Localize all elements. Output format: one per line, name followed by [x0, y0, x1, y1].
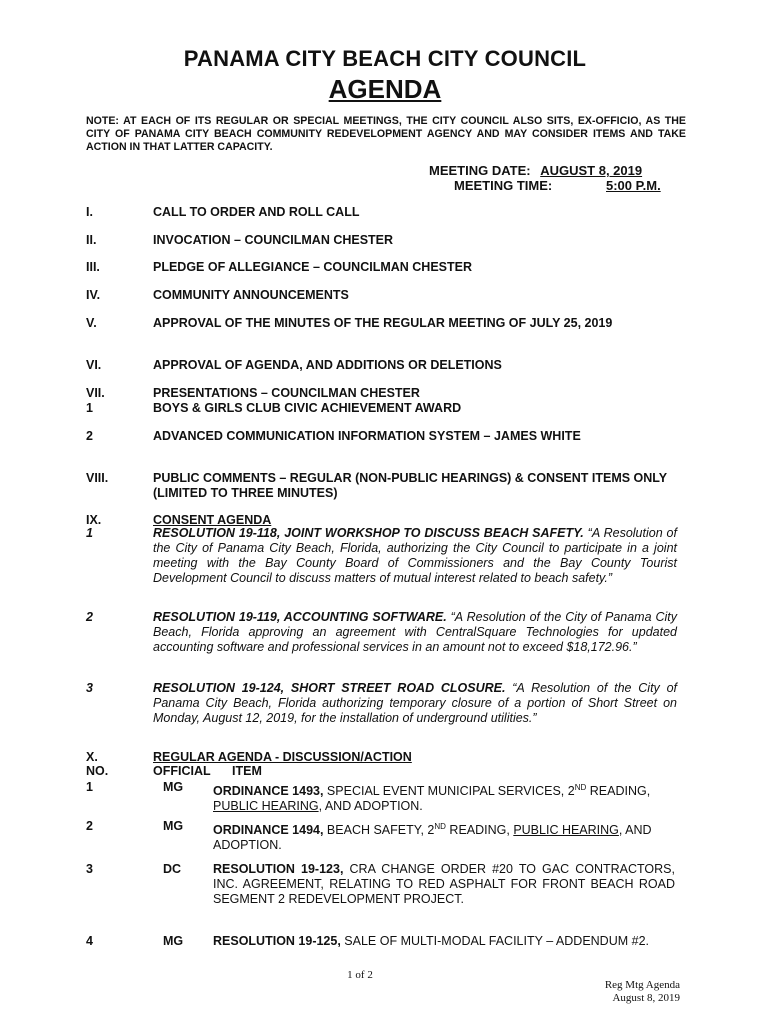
meeting-time	[454, 178, 552, 193]
ordinance-title: ORDINANCE 1493,	[213, 784, 324, 799]
ordinance-title: ORDINANCE 1494,	[213, 823, 324, 838]
presentation-item: ADVANCED COMMUNICATION INFORMATION SYSTEM – JAMES WHITE	[153, 429, 581, 443]
item-description: SALE OF MULTI-MODAL FACILITY – ADDENDUM #2.	[340, 934, 650, 948]
official-initials: MG	[163, 819, 184, 833]
agenda-item: COMMUNITY ANNOUNCEMENTS	[153, 288, 349, 302]
presentations-heading: PRESENTATIONS – COUNCILMAN CHESTER	[153, 386, 420, 400]
sub-item-number: 2	[86, 429, 93, 443]
item-number: VI.	[86, 358, 102, 372]
official-initials: MG	[163, 780, 184, 794]
agenda-item: APPROVAL OF THE MINUTES OF THE REGULAR MEETING OF JULY 25, 2019	[153, 316, 613, 330]
agenda-item: PLEDGE OF ALLEGIANCE – COUNCILMAN CHESTER	[153, 260, 472, 274]
item-number: VIII.	[86, 471, 109, 485]
column-header-official: OFFICIAL	[153, 764, 211, 778]
agenda-item: APPROVAL OF AGENDA, AND ADDITIONS OR DELETIONS	[153, 358, 502, 372]
sub-item-number: 1	[86, 780, 93, 794]
item-number: X.	[86, 750, 98, 764]
resolution-description: “A Resolution of the City of Panama City Beach, Florida authorizing temporary closure of a portion of Short Street on Monday, August 12, 2019, for the installation of underground utilities.”	[153, 681, 677, 725]
column-header-item: ITEM	[232, 764, 262, 778]
regular-item	[213, 780, 675, 814]
resolution-title: RESOLUTION 19-123,	[213, 862, 344, 876]
sub-item-number: 2	[86, 819, 93, 833]
sub-item-number: 1	[86, 401, 93, 415]
regular-item	[213, 819, 675, 853]
item-description: , AND ADOPTION.	[213, 823, 652, 853]
agenda-item: CALL TO ORDER AND ROLL CALL	[153, 205, 360, 219]
consent-item	[153, 610, 677, 655]
resolution-description: “A Resolution of the City of Panama City Beach, Florida, authorizing the City Council to participate in a joint meeting with the Bay County Board of Commissioners and the Bay County Tourist Development Council to discuss matters of mutual interest related to beach safety.”	[153, 526, 677, 585]
resolution-title: RESOLUTION 19-124, SHORT STREET ROAD CLOSURE.	[153, 681, 506, 695]
resolution-title: RESOLUTION 19-118, JOINT WORKSHOP TO DISCUSS BEACH SAFETY.	[153, 526, 584, 540]
item-description: , AND ADOPTION.	[318, 799, 423, 814]
item-description: BEACH SAFETY, 2	[323, 823, 435, 838]
item-number: V.	[86, 316, 97, 330]
resolution-title: RESOLUTION 19-119, ACCOUNTING SOFTWARE.	[153, 610, 447, 624]
meeting-time-label: MEETING TIME:	[454, 178, 553, 193]
meeting-date-label: MEETING DATE:	[429, 163, 531, 178]
column-header-no: NO.	[86, 764, 109, 778]
presentation-item: BOYS & GIRLS CLUB CIVIC ACHIEVEMENT AWARD	[153, 401, 462, 415]
public-hearing-text: PUBLIC HEARING	[513, 823, 619, 838]
item-number: III.	[86, 260, 100, 274]
item-number: I.	[86, 205, 93, 219]
agenda-title: AGENDA	[328, 74, 442, 104]
council-title: PANAMA CITY BEACH CITY COUNCIL	[183, 46, 587, 71]
consent-item	[153, 526, 677, 586]
footer-doc-name: Reg Mtg Agenda	[604, 979, 680, 991]
cra-note: NOTE: AT EACH OF ITS REGULAR OR SPECIAL MEETINGS, THE CITY COUNCIL ALSO SITS, EX-OFFICIO, AS THE CITY OF PANAMA CITY BEACH COMMUNITY REDEVELOPMENT AGENCY AND MAY CONSIDER ITEMS AND TAKE ACTION IN THAT LATTER CAPACITY.	[86, 115, 686, 153]
meeting-date-value: AUGUST 8, 2019	[540, 163, 643, 178]
regular-item	[213, 934, 675, 949]
official-initials: DC	[163, 862, 182, 876]
resolution-title: RESOLUTION 19-125,	[213, 934, 341, 948]
sub-item-number: 4	[86, 934, 93, 948]
regular-agenda-heading: REGULAR AGENDA - DISCUSSION/ACTION	[153, 750, 412, 764]
footer-doc-date: August 8, 2019	[612, 992, 680, 1004]
public-hearing-text: PUBLIC HEARING	[213, 799, 319, 814]
sub-item-number: 1	[86, 526, 93, 540]
item-number: VII.	[86, 386, 105, 400]
sub-item-number: 3	[86, 681, 93, 695]
item-number: IX.	[86, 513, 102, 527]
item-description: SPECIAL EVENT MUNICIPAL SERVICES, 2	[323, 784, 575, 799]
agenda-item: INVOCATION – COUNCILMAN CHESTER	[153, 233, 394, 247]
item-number: II.	[86, 233, 97, 247]
item-description: READING,	[445, 823, 514, 838]
page-number: 1 of 2	[347, 969, 373, 981]
consent-agenda-heading: CONSENT AGENDA	[153, 513, 272, 527]
ordinal-suffix: ND	[434, 822, 446, 831]
item-description: READING,	[586, 784, 651, 799]
public-comments-item: PUBLIC COMMENTS – REGULAR (NON-PUBLIC HEARINGS) & CONSENT ITEMS ONLY (LIMITED TO THREE MINUTES)	[153, 471, 667, 500]
resolution-description: “A Resolution of the City of Panama City Beach, Florida approving an agreement with CentralSquare Technologies for updated accounting software and professional services in an amount not to exceed $18,172.96.”	[153, 610, 677, 654]
meeting-date	[429, 163, 642, 178]
item-number: IV.	[86, 288, 101, 302]
regular-item	[213, 862, 675, 907]
official-initials: MG	[163, 934, 184, 948]
item-description: CRA CHANGE ORDER #20 TO GAC CONTRACTORS, INC. AGREEMENT, RELATING TO RED ASPHALT FOR FRONT BEACH ROAD SEGMENT 2 REDEVELOPMENT PROJECT.	[213, 862, 675, 906]
sub-item-number: 2	[86, 610, 93, 624]
sub-item-number: 3	[86, 862, 93, 876]
ordinal-suffix: ND	[574, 783, 587, 792]
meeting-time-value: 5:00 P.M.	[606, 178, 661, 193]
consent-item	[153, 681, 677, 726]
